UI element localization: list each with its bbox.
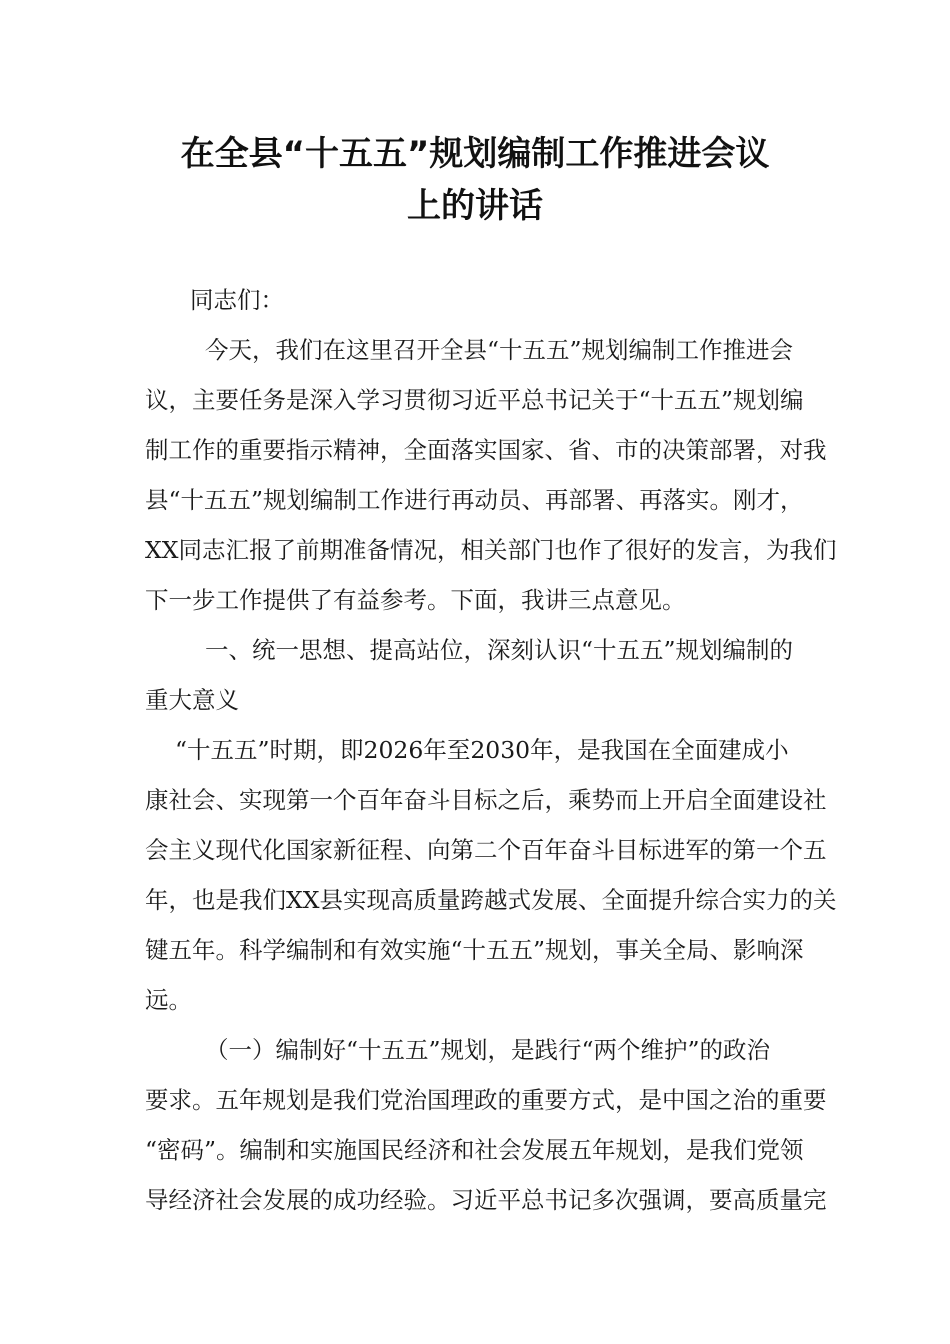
document-title-line-1: 在全县“十五五”规划编制工作推进会议 [180,134,770,174]
section-heading-line: 重大意义 [145,686,239,714]
paragraph-line: XX同志汇报了前期准备情况，相关部门也作了很好的发言，为我们 [145,536,837,564]
paragraph-line: 下一步工作提供了有益参考。下面，我讲三点意见。 [145,586,686,614]
section-heading-line: 一、统一思想、提高站位，深刻认识“十五五”规划编制的 [205,636,794,664]
paragraph-line: 会主义现代化国家新征程、向第二个百年奋斗目标进军的第一个五 [145,836,827,864]
paragraph-line: 键五年。科学编制和有效实施“十五五”规划，事关全局、影响深 [145,936,804,964]
paragraph-line: 年，也是我们XX县实现高质量跨越式发展、全面提升综合实力的关 [145,886,837,914]
paragraph-line: 康社会、实现第一个百年奋斗目标之后，乘势而上开启全面建设社 [145,786,827,814]
paragraph-line: 要求。五年规划是我们党治国理政的重要方式，是中国之治的重要 [145,1086,827,1114]
paragraph-line: 今天，我们在这里召开全县“十五五”规划编制工作推进会 [205,336,794,364]
subsection-line: （一）编制好“十五五”规划，是践行“两个维护”的政治 [205,1036,771,1064]
paragraph-line: 议，主要任务是深入学习贯彻习近平总书记关于“十五五”规划编 [145,386,804,414]
salutation: 同志们： [190,286,284,314]
paragraph-line: 制工作的重要指示精神，全面落实国家、省、市的决策部署，对我 [145,436,827,464]
paragraph-line: 远。 [145,986,192,1014]
paragraph-line: 县“十五五”规划编制工作进行再动员、再部署、再落实。刚才， [145,486,804,514]
paragraph-line: 导经济社会发展的成功经验。习近平总书记多次强调，要高质量完 [145,1186,827,1214]
paragraph-line: “密码”。编制和实施国民经济和社会发展五年规划，是我们党领 [145,1136,804,1164]
paragraph-line: “十五五”时期，即2026年至2030年，是我国在全面建成小 [175,736,789,764]
document-title-line-2: 上的讲话 [407,186,543,226]
